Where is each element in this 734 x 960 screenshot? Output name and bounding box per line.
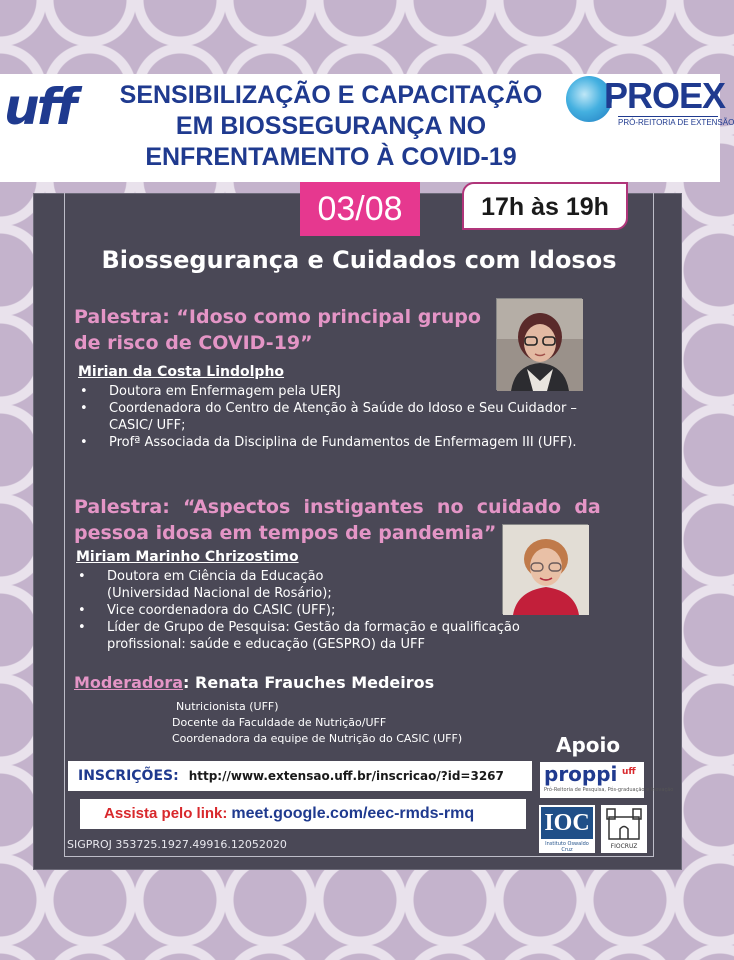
- fiocruz-label: FIOCRUZ: [610, 843, 638, 850]
- moderator-detail: Nutricionista (UFF): [176, 700, 279, 713]
- speaker1-bio-item: • Doutora em Enfermagem pela UERJ: [78, 383, 598, 400]
- speaker1-bio-item: • Profª Associada da Disciplina de Fundamentos de Enfermagem III (UFF).: [78, 434, 598, 451]
- speaker1-portrait-icon: [497, 299, 583, 391]
- ioc-logo-text: IOC: [541, 807, 593, 839]
- speaker1-bio: [78, 383, 598, 451]
- time-badge: 17h às 19h: [462, 182, 628, 230]
- uff-logo-text: uff: [4, 78, 75, 136]
- title-line-1: SENSIBILIZAÇÃO E CAPACITAÇÃO: [119, 81, 543, 109]
- talk2-title-line2: pessoa idosa em tempos de pandemia”: [74, 522, 497, 544]
- title-line-3: ENFRENTAMENTO À COVID-19: [145, 143, 517, 171]
- watch-link[interactable]: meet.google.com/eec-rmds-rmq: [231, 805, 475, 822]
- header-banner: [0, 74, 734, 182]
- speaker2-name: Miriam Marinho Chrizostimo: [76, 549, 299, 565]
- speaker1-bio-item: • Coordenadora do Centro de Atenção à Saúde do Idoso e Seu Cuidador – CASIC/ UFF;: [78, 400, 598, 434]
- support-heading: Apoio: [556, 733, 621, 757]
- moderator-detail: Coordenadora da equipe de Nutrição do CASIC (UFF): [172, 732, 463, 745]
- moderator-label: Moderadora: [74, 673, 184, 692]
- registration-link[interactable]: http://www.extensao.uff.br/inscricao/?id=3267: [188, 769, 504, 783]
- page-title: [100, 80, 562, 173]
- speaker2-bio-item: • Doutora em Ciência da Educação (Universidad Nacional de Rosário);: [76, 568, 376, 602]
- proppi-logo: [540, 762, 674, 798]
- moderator-detail: Docente da Faculdade de Nutrição/UFF: [172, 716, 387, 729]
- speaker1-name: Mirian da Costa Lindolpho: [78, 364, 285, 380]
- proppi-logo-text: proppi: [544, 762, 618, 786]
- fiocruz-logo: [601, 805, 647, 853]
- title-line-2: EM BIOSSEGURANÇA NO: [175, 112, 487, 140]
- uff-logo: [4, 78, 96, 136]
- speaker2-bio-item: • Vice coordenadora do CASIC (UFF);: [76, 602, 616, 619]
- moderator-details: [172, 699, 462, 747]
- watch-label: Assista pelo link:: [104, 805, 228, 822]
- proex-logo: [566, 74, 734, 132]
- moderator-name: : Renata Frauches Medeiros: [183, 673, 435, 692]
- fiocruz-castle-icon: [601, 805, 647, 843]
- registration-box: [68, 761, 532, 791]
- proex-subtitle: PRÓ-REITORIA DE EXTENSÃO: [618, 118, 734, 127]
- proex-logo-text: PROEX: [604, 75, 726, 116]
- moderator: [74, 673, 434, 692]
- proppi-subtitle: Pró-Reitoria de Pesquisa, Pós-graduação e Inovação: [544, 787, 674, 793]
- talk1-title: [74, 304, 484, 356]
- event-title: Biossegurança e Cuidados com Idosos: [101, 246, 617, 274]
- sigproj-code: SIGPROJ 353725.1927.49916.12052020: [67, 838, 287, 851]
- date-badge: 03/08: [300, 182, 420, 236]
- talk2-title-line1: Palestra: “Aspectos instigantes no cuidado da: [74, 496, 601, 518]
- speaker1-photo: [496, 298, 582, 390]
- talk1-title-line1: Palestra: “Idoso como principal grupo: [74, 306, 481, 328]
- speaker2-bio-item: • Líder de Grupo de Pesquisa: Gestão da formação e qualificação profissional: saúde e educação (GESPRO) da UFF: [76, 619, 596, 653]
- watch-box: [80, 799, 526, 829]
- speaker2-bio: [76, 568, 616, 653]
- ioc-subtitle: Instituto Oswaldo Cruz: [545, 841, 589, 853]
- registration-label: INSCRIÇÕES:: [78, 768, 179, 784]
- proppi-uff-text: uff: [622, 767, 636, 777]
- ioc-logo: [539, 805, 595, 853]
- talk1-title-line2: de risco de COVID-19”: [74, 332, 313, 354]
